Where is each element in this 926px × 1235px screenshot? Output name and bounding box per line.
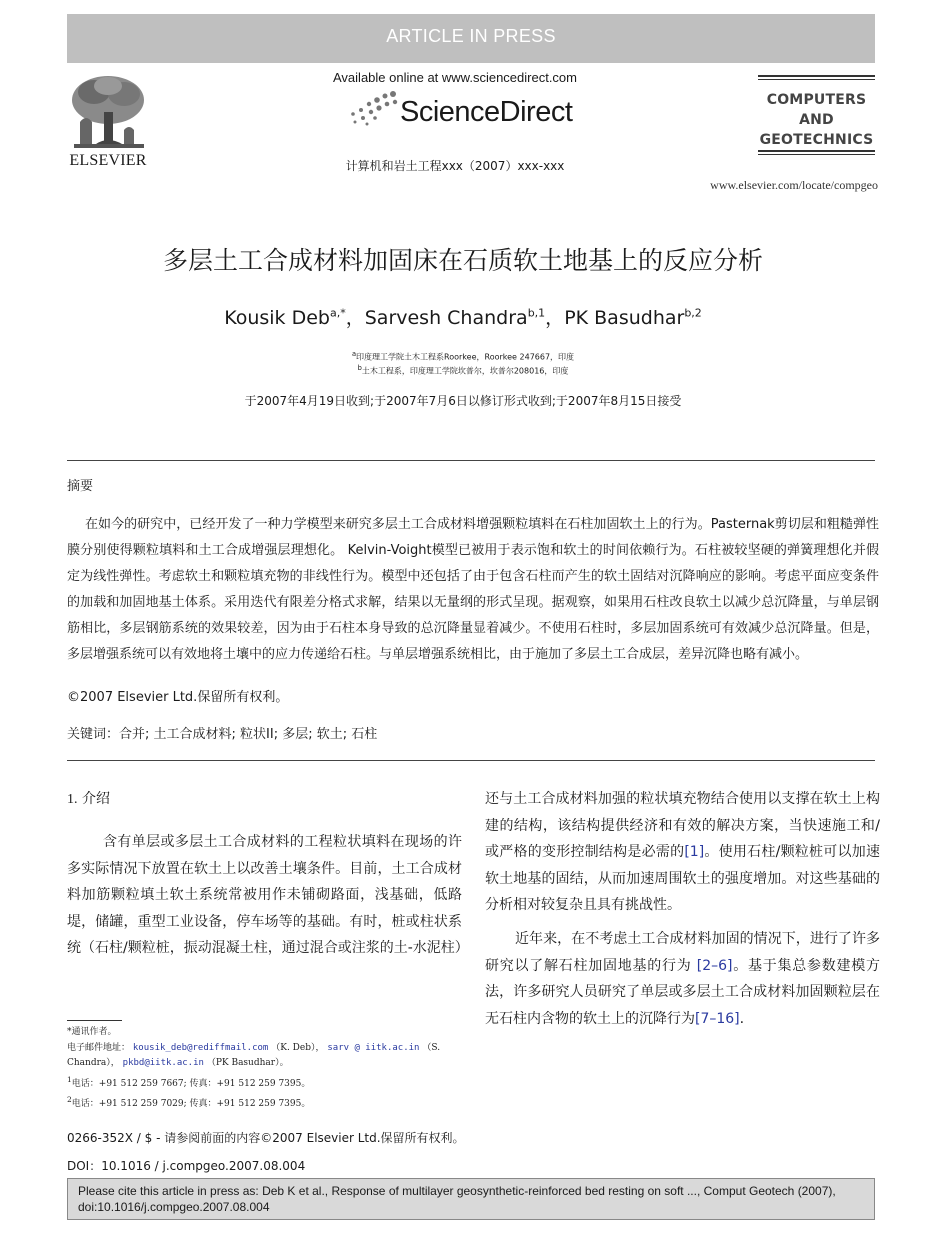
keywords: 关键词：合并; 土工合成材料; 粒状II; 多层; 软土; 石柱 [67, 727, 378, 742]
cite-text: Please cite this article in press as: Deb K et al., Response of multilayer geosynthetic-reinforced bed resting on soft ..., Comput Geotech (2007), doi:10.1016/j.compgeo.2007.08.004 [78, 1184, 836, 1214]
author-name: PK Basudhar [564, 307, 685, 329]
email-link[interactable]: sarv @ iitk.ac.in [327, 1042, 420, 1053]
affiliation [0, 350, 926, 363]
elsevier-tree-logo-icon [66, 72, 150, 152]
body-paragraph: 含有单层或多层土工合成材料的工程粒状填料在现场的许多实际情况下放置在软土上以改善土壤条件。目前，土工合成材料加筋颗粒填土软土系统常被用作未铺砌路面，浅基础，低路堤，储罐，重型工业设备，停车场等的基础。有时，桩或柱状系统（石柱/颗粒桩，振动混凝土柱，通过混合或注浆的土-水泥柱） [67, 834, 469, 956]
abstract-copyright: ©2007 Elsevier Ltd.保留所有权利。 [67, 690, 289, 705]
available-online-text: Available online at www.sciencedirect.com [333, 70, 577, 85]
paragraph-text: 。基于集总参数建模方法，许多研究人员研究了单层或多层土工合成材料加固颗粒层在无石柱内含物的软土上的沉降行为 [485, 957, 881, 1027]
footnote-text: 电话：+91 512 259 7667; 传真：+91 512 259 7395。 [71, 1078, 311, 1089]
footnote-mark: 1 [67, 1074, 72, 1084]
author-affiliation-mark: b,1 [527, 306, 546, 320]
citation-link[interactable]: [2–6] [696, 957, 733, 974]
footnote-rule [67, 1020, 122, 1021]
body-paragraph [485, 926, 880, 1032]
journal-logo-rule [758, 79, 875, 80]
affiliation-mark: b [357, 364, 362, 372]
footnote-emails [67, 1041, 467, 1072]
journal-logo-rule [758, 75, 875, 77]
cite-this-article-box [67, 1178, 875, 1220]
journal-logo-rule [758, 150, 875, 152]
journal-logo-rule [758, 154, 875, 155]
journal-name-line: COMPUTERS [766, 92, 867, 108]
email-owner: （K. Deb）， [271, 1042, 325, 1053]
section-number: 1. [67, 792, 78, 807]
affiliation [0, 364, 926, 377]
email-owner: （PK Basudhar）。 [206, 1058, 289, 1068]
received-dates: 于2007年4月19日收到;于2007年7月6日以修订形式收到;于2007年8月15日接受 [244, 394, 682, 408]
article-in-press-banner [67, 14, 875, 63]
author-affiliation-mark: b,2 [684, 306, 702, 320]
email-link[interactable]: kousik_deb@rediffmail.com [132, 1042, 269, 1053]
divider [67, 460, 875, 461]
section-heading [67, 788, 110, 808]
citation-link[interactable]: [1] [684, 844, 705, 860]
sciencedirect-wordmark: ScienceDirect [400, 96, 573, 128]
sciencedirect-dots-icon [345, 88, 401, 128]
footnote-phone [67, 1072, 467, 1093]
author-list [0, 303, 926, 330]
footnote-mark: 2 [67, 1095, 72, 1104]
elsevier-wordmark: ELSEVIER [69, 152, 147, 169]
footnote-corresponding: *通讯作者。 [67, 1027, 117, 1037]
divider [67, 760, 875, 761]
section-title: 介绍 [81, 791, 110, 807]
footnotes [67, 1025, 467, 1113]
email-link[interactable]: pkbd@iitk.ac.in [122, 1058, 204, 1068]
email-label: 电子邮件地址： [67, 1042, 131, 1053]
affiliation-mark: a [351, 350, 357, 358]
footnote-phone [67, 1092, 467, 1113]
paragraph-text: 。使用石柱/颗粒桩可以加速软土地基的固结，从而加速周围软土的强度增加。对这些基础的分析相对较复杂且具有挑战性。 [485, 844, 881, 913]
author-name: Sarvesh Chandra [364, 307, 528, 329]
paragraph-text: 近年来，在不考虑土工合成材料加固的情况下，进行了许多研究以了解石柱加固地基的行为 [485, 931, 880, 974]
footnote-text: 电话：+91 512 259 7029; 传真：+91 512 259 7395。 [71, 1099, 311, 1109]
journal-logo [758, 90, 875, 150]
journal-url: www.elsevier.com/locate/compgeo [710, 178, 878, 192]
author-name: Kousik Deb [224, 307, 330, 329]
abstract-heading: 摘要 [67, 479, 94, 494]
journal-name-line: GEOTECHNICS [759, 132, 874, 148]
paragraph-text: 还与土工合成材料加强的粒状填充物结合使用以支撑在软土上构建的结构，该结构提供经济和有效的解决方案，当快速施工和/或严格的变形控制结构是必需的 [485, 791, 880, 860]
citation-link[interactable]: [7–16] [695, 1010, 740, 1027]
journal-reference: 计算机和岩土工程xxx（2007）xxx-xxx [345, 159, 565, 173]
article-in-press-text: ARTICLE IN PRESS [386, 26, 556, 46]
issn-doi-line: 0266-352X / $ - 请参阅前面的内容©2007 Elsevier Ltd.保留所有权利。 DOI：10.1016 / j.compgeo.2007.08.004 [67, 1131, 465, 1173]
body-paragraph [485, 786, 880, 919]
paper-title: 多层土工合成材料加固床在石质软土地基上的反应分析 [162, 246, 763, 275]
journal-name-line: AND [799, 112, 834, 128]
affiliation-text: 土木工程系，印度理工学院坎普尔，坎普尔208016，印度 [361, 366, 569, 376]
email-owner: （S. Chandra）， [67, 1042, 441, 1068]
author-separator: ， [345, 307, 365, 329]
abstract-body: 在如今的研究中，已经开发了一种力学模型来研究多层土工合成材料增强颗粒填料在石柱加固软土上的行为。Pasternak剪切层和粗糙弹性膜分别使得颗粒填料和土工合成增强层理想化。 Kelvin-Voight模型已被用于表示饱和软土的时间依赖行为。石柱被较坚硬的弹簧理想化并假定为线性弹性。考虑软土和颗粒填充物的非线性行为。模型中还包括了由于包含石柱而产生的软土固结对沉降响应的影响。考虑平面应变条件的加载和加固地基土体系。采用迭代有限差分格式求解，结果以无量纲的形式呈现。据观察，如果用石柱改良软土以减少总沉降量，与单层钢筋相比，多层钢筋系统的效果较差，因为由于石柱本身导致的总沉降量显着减少。不使用石柱时，多层加固系统可有效减少总沉降量。但是，多层增强系统可以有效地将土壤中的应力传递给石柱。与单层增强系统相比，由于施加了多层土工合成层，差异沉降也略有减小。 [67, 517, 879, 662]
author-separator: ， [545, 307, 565, 329]
affiliation-text: 印度理工学院土木工程系Roorkee，Roorkee 247667，印度 [356, 352, 575, 362]
paragraph-text: . [739, 1010, 745, 1027]
author-affiliation-mark: a,* [329, 306, 346, 320]
